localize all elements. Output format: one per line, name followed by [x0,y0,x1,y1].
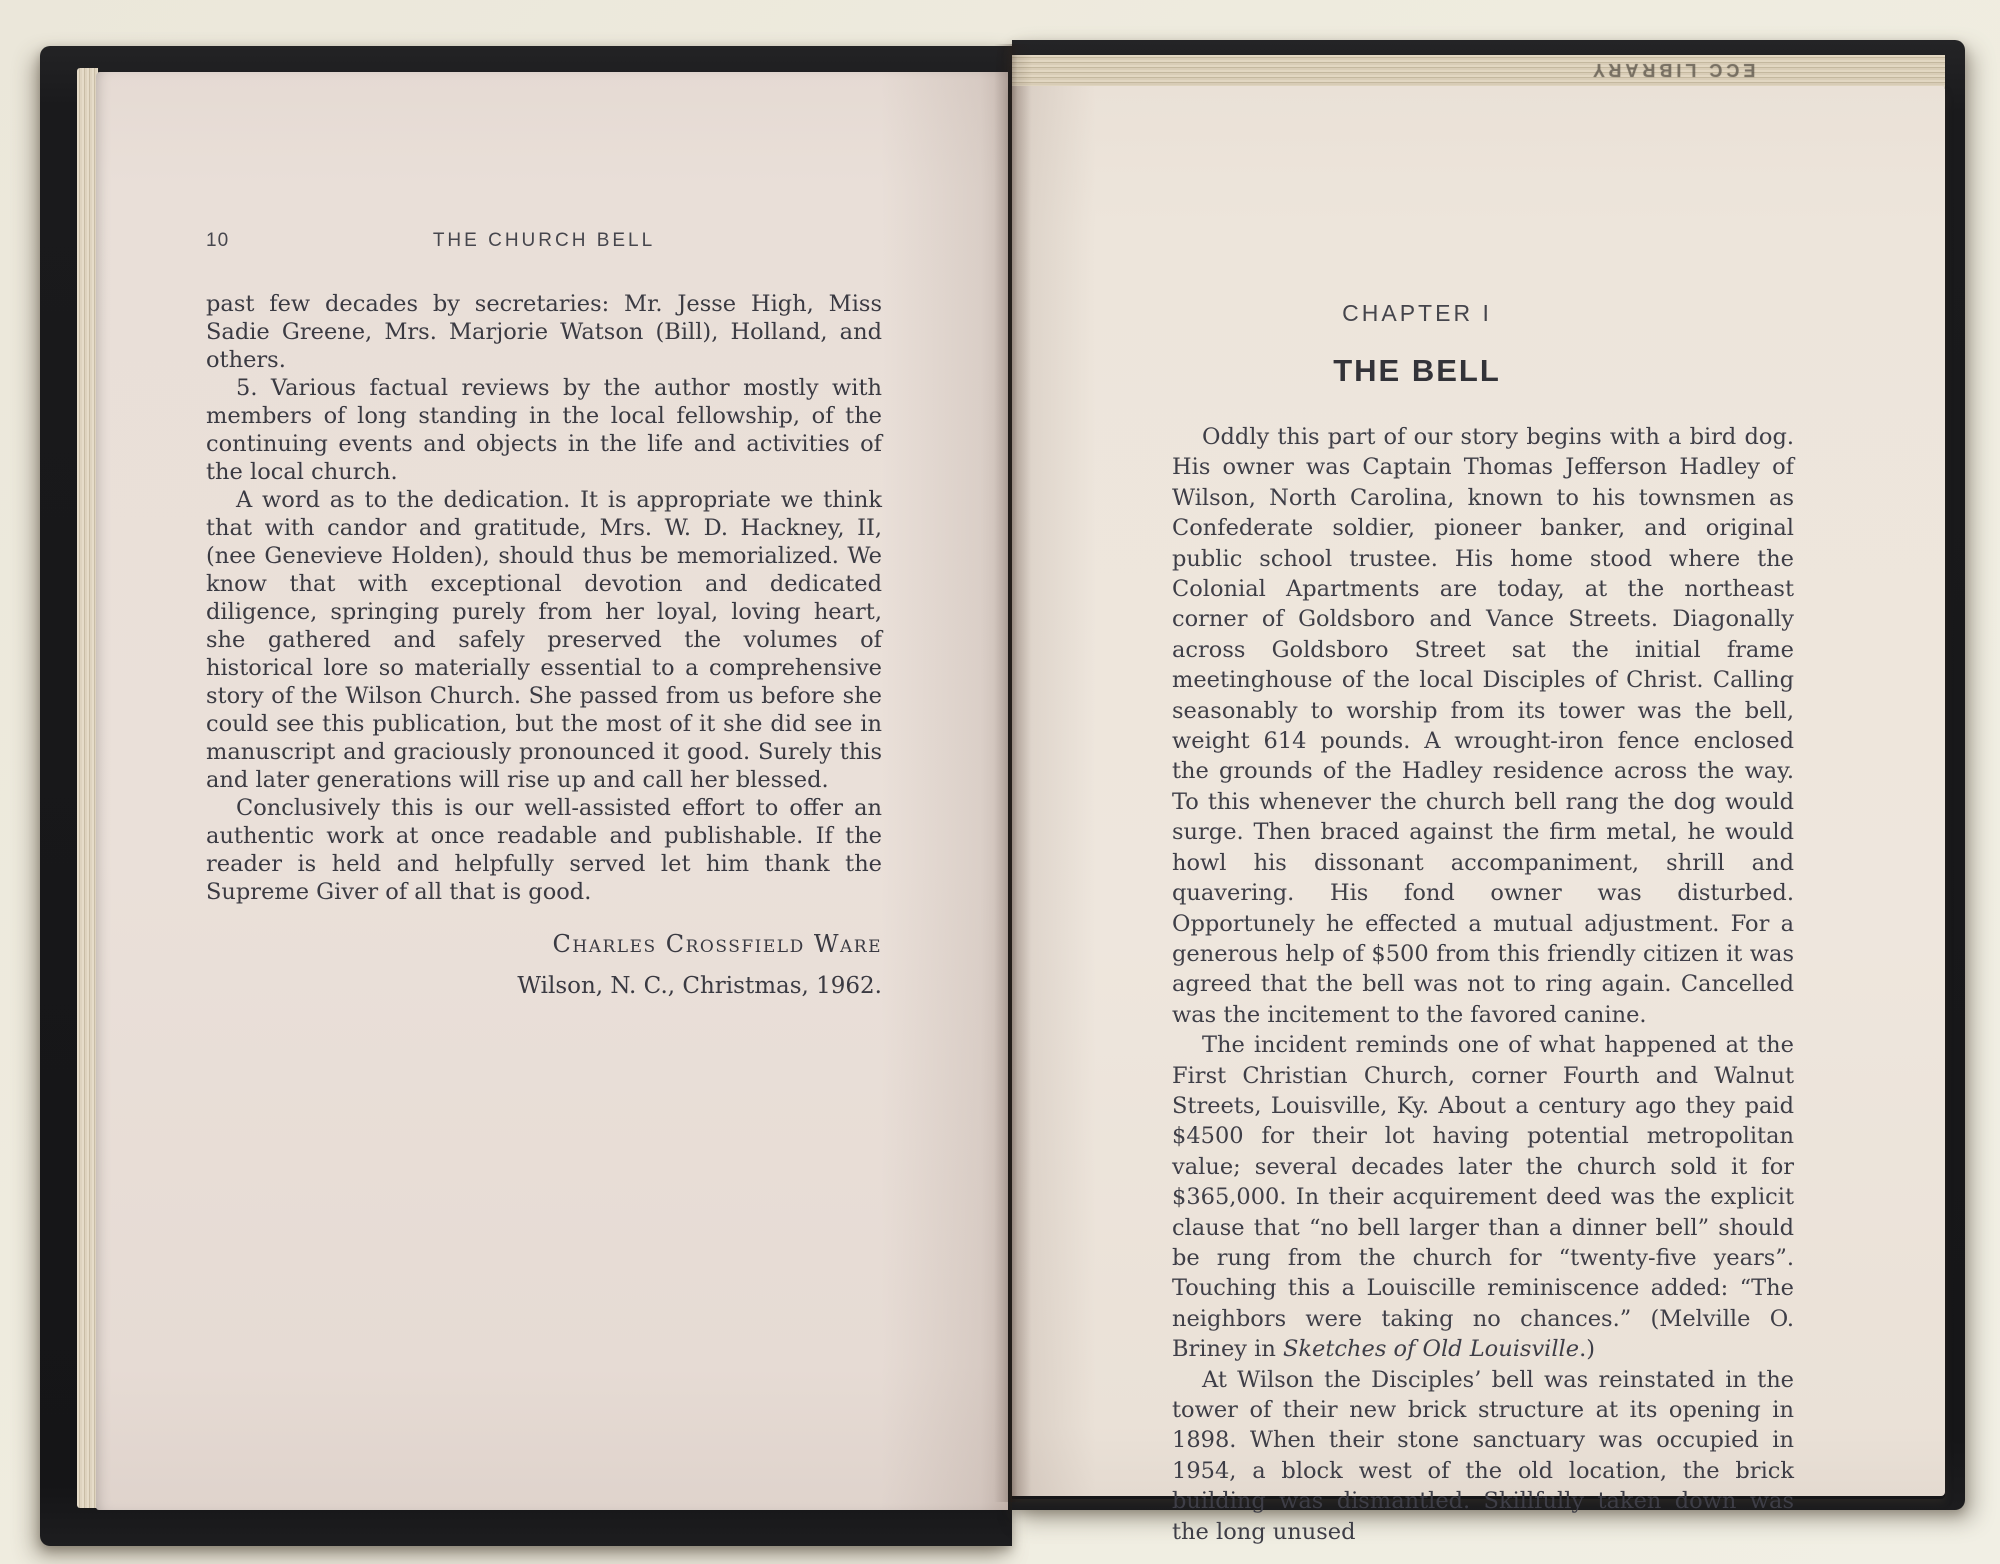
book-title-italic: Sketches of Old Louisville [1283,1336,1580,1363]
signature-block [206,930,882,999]
signature-name: Charles Crossfield Ware [552,930,882,958]
page-edges-top [1012,55,1945,88]
library-stamp: ECC LIBRARY [1588,60,1755,80]
paragraph-text: The incident reminds one of what happened at the First Christian Church, corner Fourth and Walnut Streets, Louisville, Ky. About a century ago they paid $4500 for their lot having potential metropolitan value; several decades later the church sold it for $365,000. In their acquirement deed was the explicit clause that “no bell larger than a dinner bell” should be rung from the church for “twenty-five years”. Touching this a Louiscille reminiscence added: “The neighbors were taking no chances.” (Melville O. Briney in [1172,1032,1794,1363]
paragraph [1172,1030,1794,1364]
paragraph: Oddly this part of our story begins with a bird dog. His owner was Captain Thomas Jefferson Hadley of Wilson, North Carolina, known to his townsmen as Confederate soldier, pioneer banker, and original public school trustee. His home stood where the Colonial Apartments are today, at the northeast corner of Goldsboro and Vance Streets. Diagonally across Goldsboro Street sat the initial frame meetinghouse of the local Disciples of Christ. Calling seasonably to worship from its tower was the bell, weight 614 pounds. A wrought-iron fence enclosed the grounds of the Hadley residence across the way. To this whenever the church bell rang the dog would surge. Then braced against the firm metal, he would howl his dissonant accompaniment, shrill and quavering. His fond owner was disturbed. Opportunely he effected a mutual adjustment. For a generous help of $500 from this friendly citizen it was agreed that the bell was not to ring again. Cancelled was the incitement to the favored canine. [1172,424,1794,1028]
paragraph: At Wilson the Disciples’ bell was reinstated in the tower of their new brick structure at its opening in 1898. When their stone sanctuary was occupied in 1954, a block west of the old location, the brick building was dismantled. Skillfully taken down was the long unused [1172,1366,1794,1545]
paragraph: past few decades by secretaries: Mr. Jesse High, Miss Sadie Greene, Mrs. Marjorie Watson (Bill), Holland, and others. [206,291,882,373]
paragraph: 5. Various factual reviews by the author mostly with members of long standing in the local fellowship, of the continuing events and objects in the life and activities of the local church. [206,375,882,485]
signature-place-date: Wilson, N. C., Christmas, 1962. [517,973,882,999]
chapter-heading [1107,300,1727,389]
page-edges-left [77,68,98,1508]
paragraph: Conclusively this is our well-assisted effort to offer an authentic work at once readable and publishable. If the reader is held and helpfully served let him thank the Supreme Giver of all that is good. [206,795,882,905]
left-page [96,72,1008,1510]
running-head: THE CHURCH BELL [432,230,656,251]
right-page [1012,86,1945,1545]
paragraph: A word as to the dedication. It is appropriate we think that with candor and gratitude, Mrs. W. D. Hackney, II, (nee Genevieve Holden), should thus be memorialized. We know that with exceptional devotion and dedicated diligence, springing purely from her loyal, loving heart, she gathered and safely preserved the volumes of historical lore so materially essential to a comprehensive story of the Wilson Church. She passed from us before she could see this publication, but the most of it she did see in manuscript and graciously pronounced it good. Surely this and later generations will rise up and call her blessed. [206,487,882,793]
right-page-column [1172,422,1794,1547]
paragraph-text: .) [1579,1336,1596,1363]
left-page-header [206,230,882,256]
left-page-column [206,230,882,999]
page-number: 10 [206,230,230,251]
chapter-title: THE BELL [1333,353,1501,388]
chapter-label: CHAPTER I [1342,300,1492,326]
